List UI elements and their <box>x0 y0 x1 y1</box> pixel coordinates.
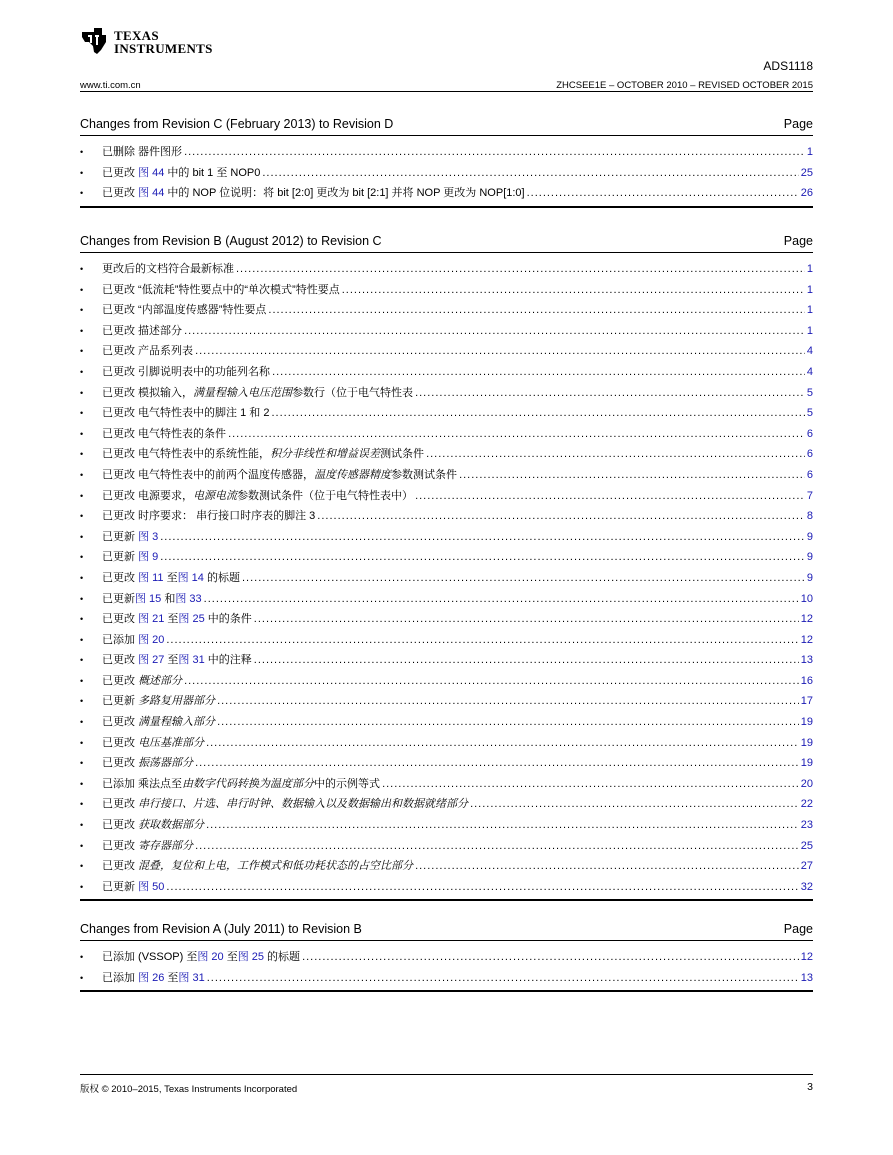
description-text: 已更新 <box>102 530 139 543</box>
change-description <box>102 568 240 589</box>
change-description <box>102 968 205 989</box>
change-item <box>80 815 813 836</box>
change-description <box>102 877 164 898</box>
change-item <box>80 630 813 651</box>
change-description <box>102 630 164 651</box>
description-text-mid: 至 <box>164 613 179 626</box>
description-text: 已添加 <box>102 633 139 646</box>
change-description <box>102 465 457 486</box>
description-text-tail: 参数行（位于电气特性表 <box>292 386 414 399</box>
description-text-mid: 至 <box>164 654 179 667</box>
change-description <box>102 794 468 815</box>
change-item <box>80 753 813 774</box>
page-link[interactable]: 4 <box>806 365 813 378</box>
change-item <box>80 856 813 877</box>
page-link[interactable]: 17 <box>800 695 813 708</box>
dot-leader <box>527 183 799 204</box>
change-item <box>80 794 813 815</box>
dot-leader <box>207 968 799 989</box>
change-description <box>102 609 252 630</box>
dot-leader <box>268 300 804 321</box>
description-text-tail: 测试条件 <box>380 448 425 461</box>
description-text: 已更改 “低流耗”特性要点中的“单次模式”特性要点 <box>102 283 340 296</box>
change-description <box>102 547 158 568</box>
change-description <box>102 280 340 301</box>
description-text: 已更改 <box>102 860 139 873</box>
figure-link[interactable]: 图 31 <box>178 971 205 984</box>
bullet-icon: • <box>80 717 84 728</box>
dot-leader <box>254 650 799 671</box>
change-description <box>102 506 315 527</box>
page-link[interactable]: 25 <box>800 166 813 179</box>
section-reference-text: 电压基准部分 <box>138 736 205 749</box>
change-list <box>80 947 813 988</box>
description-text: 已更改 时序要求： 串行接口时序表的脚注 3 <box>102 510 316 523</box>
change-description <box>102 589 202 610</box>
change-description <box>102 300 266 321</box>
description-text-tail: 中的示例等式 <box>314 777 381 790</box>
change-description <box>102 691 215 712</box>
revision-section <box>80 234 813 901</box>
change-description <box>102 403 269 424</box>
page-link[interactable]: 1 <box>806 283 813 296</box>
page-number: 3 <box>807 1081 813 1093</box>
change-item <box>80 362 813 383</box>
page-link[interactable]: 6 <box>806 448 813 461</box>
description-text-mid: 中的 bit 1 至 NOP0 <box>164 166 261 179</box>
bullet-icon: • <box>80 387 84 398</box>
change-item <box>80 321 813 342</box>
figure-link[interactable]: 图 11 <box>138 571 164 584</box>
page-link[interactable]: 26 <box>800 187 813 200</box>
bullet-icon: • <box>80 655 84 666</box>
description-text: 已更改 <box>102 757 139 770</box>
bullet-icon: • <box>80 952 84 962</box>
dot-leader <box>470 794 799 815</box>
dot-leader <box>426 444 805 465</box>
page-link[interactable]: 13 <box>800 654 813 667</box>
change-item <box>80 506 813 527</box>
figure-link[interactable]: 图 21 <box>138 613 165 626</box>
figure-link[interactable]: 图 44 <box>138 166 165 179</box>
change-item <box>80 877 813 898</box>
dot-leader <box>206 733 799 754</box>
change-item <box>80 836 813 857</box>
description-text: 已添加 乘法点至 <box>102 777 183 790</box>
change-item <box>80 486 813 507</box>
figure-link[interactable]: 图 31 <box>178 654 205 667</box>
description-text-end: 中的条件 <box>204 613 252 626</box>
revision-section <box>80 922 813 992</box>
figure-link[interactable]: 图 44 <box>138 187 165 200</box>
page-link[interactable]: 8 <box>806 510 813 523</box>
page-link[interactable]: 1 <box>806 263 813 275</box>
description-text: 已更改 <box>102 674 139 687</box>
figure-link[interactable]: 图 50 <box>138 880 165 893</box>
bullet-icon: • <box>80 799 84 810</box>
page-link[interactable]: 20 <box>800 777 813 790</box>
page-link[interactable]: 9 <box>806 530 813 543</box>
description-text-mid: 中的 NOP 位说明：将 bit [2:0] 更改为 bit [2:1] 并将 NOP 更改为 NOP[1:0] <box>164 187 525 200</box>
change-description <box>102 142 182 163</box>
section-title: Changes from Revision A (July 2011) to Revision B <box>80 922 362 936</box>
description-text-end: 的标题 <box>264 951 301 963</box>
change-item <box>80 403 813 424</box>
description-text-mid: 至 <box>163 571 178 584</box>
description-text: 已更新 <box>102 880 139 893</box>
description-text-mid: 和 <box>161 592 176 605</box>
part-number: ADS1118 <box>763 59 813 73</box>
bullet-icon: • <box>80 469 84 480</box>
description-text-end: 中的注释 <box>204 654 252 667</box>
description-text: 已更改 <box>102 798 139 811</box>
bullet-icon: • <box>80 881 84 892</box>
change-description <box>102 733 204 754</box>
section-reference-text: 由数字代码转换为温度部分 <box>182 777 315 790</box>
page-link[interactable]: 12 <box>800 951 813 963</box>
brand-line1: TEXAS <box>114 28 159 43</box>
bullet-icon: • <box>80 490 84 501</box>
dot-leader <box>166 877 798 898</box>
description-text: 已更改 <box>102 819 139 832</box>
bullet-icon: • <box>80 593 84 604</box>
bullet-icon: • <box>80 531 84 542</box>
page-link[interactable]: 6 <box>806 468 813 481</box>
section-reference-text: 寄存器部分 <box>138 839 194 852</box>
bullet-icon: • <box>80 366 84 377</box>
page-column-label: Page <box>783 922 813 936</box>
dot-leader <box>415 486 805 507</box>
description-text: 已更改 <box>102 736 139 749</box>
change-description <box>102 671 182 692</box>
bullet-icon: • <box>80 305 84 316</box>
change-description <box>102 650 252 671</box>
dot-leader <box>242 568 805 589</box>
section-end-rule <box>80 899 813 901</box>
change-item <box>80 671 813 692</box>
description-text-end: 的标题 <box>203 571 240 584</box>
figure-link[interactable]: 图 3 <box>138 530 159 543</box>
bullet-icon: • <box>80 511 84 522</box>
bullet-icon: • <box>80 147 84 157</box>
dot-leader <box>217 712 799 733</box>
dot-leader <box>195 836 799 857</box>
change-item <box>80 341 813 362</box>
change-description <box>102 321 182 342</box>
dot-leader <box>236 259 805 280</box>
page-link[interactable]: 19 <box>800 736 813 749</box>
change-item <box>80 142 813 163</box>
description-text: 已更改 产品系列表 <box>102 345 194 358</box>
dot-leader <box>228 424 805 445</box>
page-link[interactable]: 22 <box>800 798 813 811</box>
figure-link[interactable]: 图 20 <box>138 633 165 646</box>
dot-leader <box>415 383 805 404</box>
brand-line2: INSTRUMENTS <box>114 41 213 56</box>
change-item <box>80 183 813 204</box>
dot-leader <box>184 142 805 163</box>
description-text: 已删除 器件图形 <box>102 146 183 158</box>
dot-leader <box>415 856 799 877</box>
figure-link[interactable]: 图 33 <box>175 592 202 605</box>
dot-leader <box>382 774 799 795</box>
change-item <box>80 712 813 733</box>
description-text: 已更新 <box>102 695 139 708</box>
figure-link[interactable]: 图 9 <box>138 551 159 564</box>
page-column-label: Page <box>783 117 813 131</box>
description-text: 已更改 引脚说明表中的功能列名称 <box>102 365 271 378</box>
page-link[interactable]: 12 <box>800 633 813 646</box>
figure-link[interactable]: 图 15 <box>135 592 162 605</box>
description-text: 已更改 电气特性表的条件 <box>102 427 227 440</box>
dot-leader <box>217 691 799 712</box>
figure-link[interactable]: 图 25 <box>178 613 205 626</box>
bullet-icon: • <box>80 552 84 563</box>
change-description <box>102 163 260 184</box>
ti-logo <box>80 25 220 59</box>
bullet-icon: • <box>80 696 84 707</box>
dot-leader <box>195 341 805 362</box>
section-heading <box>80 117 813 134</box>
change-item <box>80 300 813 321</box>
change-description <box>102 424 226 445</box>
revision-section <box>80 117 813 208</box>
copyright: 版权 © 2010–2015, Texas Instruments Incorporated <box>80 1084 298 1095</box>
page-link[interactable]: 23 <box>800 819 813 832</box>
description-text: 已更新 <box>102 551 139 564</box>
section-reference-text: 温度传感器精度 <box>314 468 392 481</box>
section-end-rule <box>80 990 813 992</box>
page-link[interactable]: 1 <box>806 304 813 317</box>
dot-leader <box>195 753 799 774</box>
page-link[interactable]: 10 <box>800 592 813 605</box>
section-end-rule <box>80 206 813 208</box>
change-item <box>80 163 813 184</box>
description-text: 已更新 <box>102 592 135 605</box>
page-link[interactable]: 25 <box>800 839 813 852</box>
change-list <box>80 142 813 204</box>
description-text: 已更改 电气特性表中的前两个温度传感器， <box>102 468 315 481</box>
bullet-icon: • <box>80 840 84 851</box>
section-reference-text: 振荡器部分 <box>138 757 194 770</box>
description-text: 已更改 <box>102 716 139 729</box>
change-item <box>80 691 813 712</box>
dot-leader <box>272 362 805 383</box>
section-rule <box>80 135 813 136</box>
change-item <box>80 383 813 404</box>
ti-wordmark <box>114 29 213 55</box>
bullet-icon: • <box>80 820 84 831</box>
change-item <box>80 527 813 548</box>
figure-link[interactable]: 图 26 <box>138 971 165 984</box>
dot-leader <box>317 506 805 527</box>
page-link[interactable]: 7 <box>806 489 813 502</box>
dot-leader <box>342 280 805 301</box>
change-description <box>102 947 300 968</box>
figure-link[interactable]: 图 20 <box>197 951 224 963</box>
page-link[interactable]: 5 <box>806 386 813 399</box>
description-text: 已添加 <box>102 971 139 984</box>
change-description <box>102 383 413 404</box>
description-text: 已更改 电气特性表中的脚注 1 和 2 <box>102 407 270 420</box>
dot-leader <box>160 547 805 568</box>
description-text: 已更改 <box>102 839 139 852</box>
bullet-icon: • <box>80 778 84 789</box>
bullet-icon: • <box>80 861 84 872</box>
page-link[interactable]: 19 <box>800 716 813 729</box>
section-reference-text: 满量程输入部分 <box>138 716 216 729</box>
dot-leader <box>160 527 805 548</box>
change-item <box>80 280 813 301</box>
description-text: 已更改 <box>102 571 139 584</box>
description-text-tail: 参数测试条件 <box>391 468 458 481</box>
page-link[interactable]: 19 <box>800 757 813 770</box>
page-link[interactable]: 5 <box>806 407 813 420</box>
dot-leader <box>206 815 799 836</box>
description-text-tail: 参数测试条件（位于电气特性表中） <box>237 489 414 502</box>
bullet-icon: • <box>80 449 84 460</box>
section-heading <box>80 234 813 251</box>
page-link[interactable]: 4 <box>806 345 813 358</box>
change-item <box>80 444 813 465</box>
section-reference-text: 积分非线性和增益误差 <box>270 448 381 461</box>
bullet-icon: • <box>80 758 84 769</box>
website-link[interactable]: www.ti.com.cn <box>80 80 141 91</box>
bullet-icon: • <box>80 264 84 274</box>
bullet-icon: • <box>80 325 84 336</box>
dot-leader <box>254 609 799 630</box>
change-description <box>102 486 413 507</box>
dot-leader <box>262 163 798 184</box>
section-reference-text: 电源电流 <box>193 489 238 502</box>
description-text: 已更改 电气特性表中的系统性能， <box>102 448 271 461</box>
section-title: Changes from Revision C (February 2013) to Revision D <box>80 117 394 131</box>
bullet-icon: • <box>80 167 84 178</box>
bullet-icon: • <box>80 188 84 199</box>
change-list <box>80 259 813 897</box>
change-description <box>102 712 215 733</box>
section-reference-text: 概述部分 <box>138 674 183 687</box>
change-description <box>102 341 193 362</box>
figure-link[interactable]: 图 14 <box>177 571 204 584</box>
bullet-icon: • <box>80 284 84 295</box>
footer-divider <box>80 1074 813 1075</box>
description-text: 已更改 <box>102 613 139 626</box>
change-description <box>102 444 424 465</box>
dot-leader <box>166 630 798 651</box>
dot-leader <box>459 465 805 486</box>
bullet-icon: • <box>80 614 84 625</box>
change-item <box>80 650 813 671</box>
page-link[interactable]: 9 <box>806 571 813 584</box>
change-description <box>102 815 204 836</box>
page-link[interactable]: 9 <box>806 551 813 564</box>
page-link[interactable]: 27 <box>800 860 813 873</box>
description-text: 已更改 电源要求， <box>102 489 194 502</box>
dot-leader <box>204 589 799 610</box>
page-link[interactable]: 1 <box>806 146 813 158</box>
change-item <box>80 465 813 486</box>
section-heading <box>80 922 813 939</box>
dot-leader <box>184 321 805 342</box>
change-description <box>102 856 413 877</box>
bullet-icon: • <box>80 346 84 357</box>
section-reference-text: 混叠，复位和上电，工作模式和低功耗状态的占空比部分 <box>138 860 414 873</box>
page-link[interactable]: 6 <box>806 427 813 440</box>
figure-link[interactable]: 图 27 <box>138 654 165 667</box>
change-item <box>80 568 813 589</box>
bullet-icon: • <box>80 572 84 583</box>
figure-link[interactable]: 图 25 <box>237 951 264 963</box>
section-reference-text: 获取数据部分 <box>138 819 205 832</box>
description-text: 已添加 (VSSOP) 至 <box>102 951 198 963</box>
change-item <box>80 968 813 989</box>
change-description <box>102 362 270 383</box>
description-text: 已更改 模拟输入， <box>102 386 194 399</box>
change-item <box>80 589 813 610</box>
change-description <box>102 753 193 774</box>
page-link[interactable]: 32 <box>800 880 813 893</box>
bullet-icon: • <box>80 972 84 983</box>
change-description <box>102 527 158 548</box>
change-description <box>102 836 193 857</box>
change-description <box>102 259 234 280</box>
description-text: 已更改 <box>102 187 139 200</box>
description-text: 已更改 <box>102 166 139 179</box>
dot-leader <box>302 947 799 968</box>
header-divider <box>80 91 813 92</box>
bullet-icon: • <box>80 634 84 645</box>
bullet-icon: • <box>80 737 84 748</box>
change-item <box>80 547 813 568</box>
section-rule <box>80 252 813 253</box>
section-title: Changes from Revision B (August 2012) to Revision C <box>80 234 382 248</box>
section-reference-text: 串行接口、片选、串行时钟、数据输入以及数据输出和数据就绪部分 <box>138 798 469 811</box>
description-text: 已更改 <box>102 654 139 667</box>
dot-leader <box>184 671 799 692</box>
page-link[interactable]: 1 <box>806 324 813 337</box>
bullet-icon: • <box>80 675 84 686</box>
ti-logo-icon <box>80 26 108 56</box>
description-text-mid: 至 <box>223 951 238 963</box>
page-link[interactable]: 12 <box>800 613 813 626</box>
bullet-icon: • <box>80 428 84 439</box>
change-item <box>80 733 813 754</box>
change-description <box>102 774 380 795</box>
section-rule <box>80 940 813 941</box>
description-text-mid: 至 <box>164 971 179 984</box>
literature-number: ZHCSEE1E – OCTOBER 2010 – REVISED OCTOBER 2015 <box>556 80 813 91</box>
section-reference-text: 多路复用器部分 <box>138 695 216 708</box>
section-reference-text: 满量程输入电压范围 <box>193 386 293 399</box>
change-item <box>80 774 813 795</box>
bullet-icon: • <box>80 408 84 419</box>
description-text: 已更改 描述部分 <box>102 324 183 337</box>
dot-leader <box>271 403 804 424</box>
change-item <box>80 424 813 445</box>
description-text: 更改后的文档符合最新标准 <box>102 263 234 275</box>
change-item <box>80 947 813 968</box>
change-item <box>80 609 813 630</box>
change-description <box>102 183 525 204</box>
page-column-label: Page <box>783 234 813 248</box>
description-text: 已更改 “内部温度传感器”特性要点 <box>102 304 267 317</box>
page-link[interactable]: 16 <box>800 674 813 687</box>
change-item <box>80 259 813 280</box>
page-link[interactable]: 13 <box>800 971 813 984</box>
